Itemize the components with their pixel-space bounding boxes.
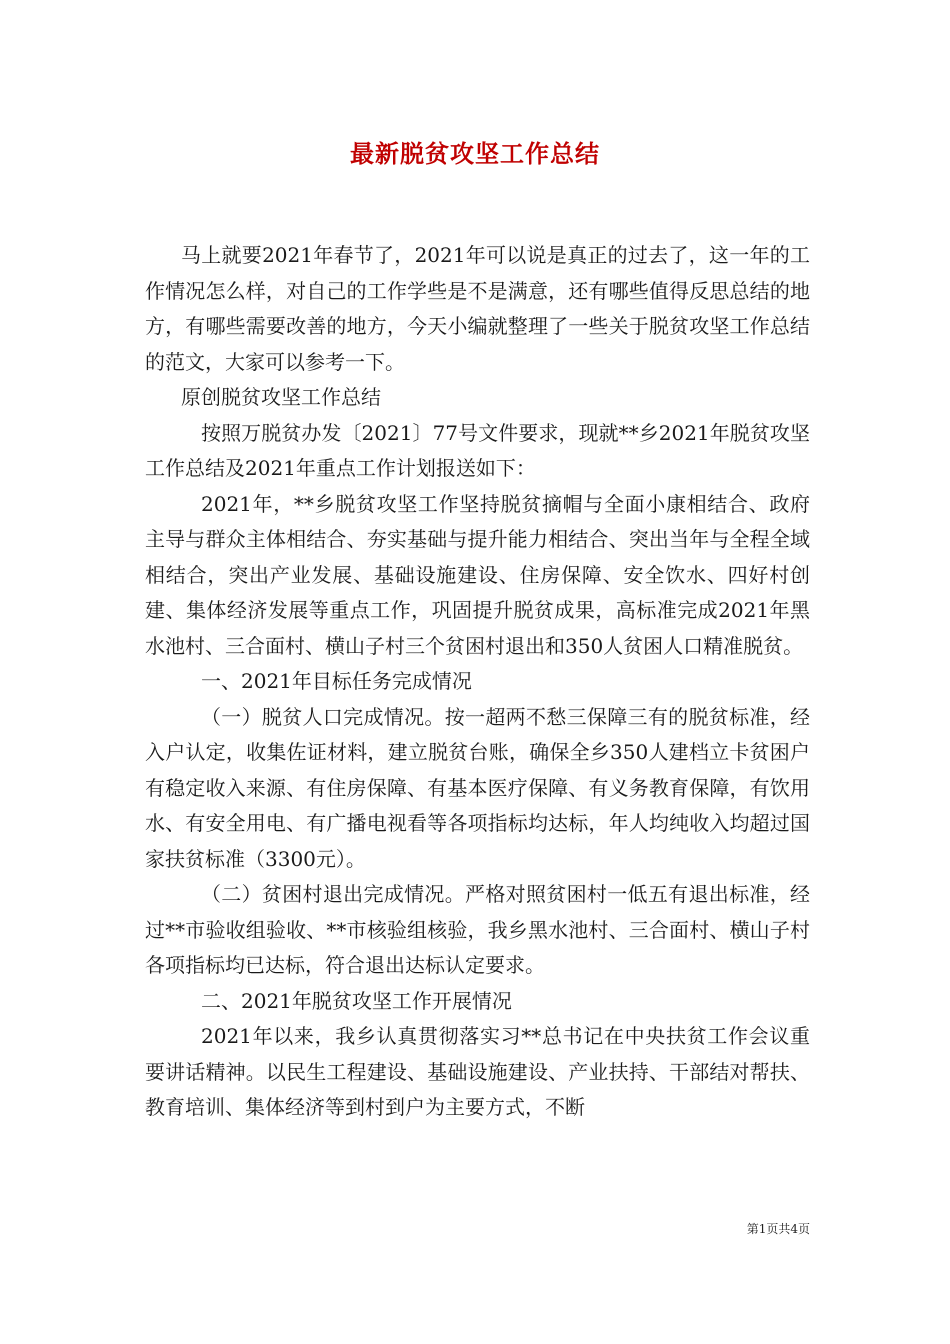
document-body bbox=[145, 238, 810, 1126]
paragraph-section-1-1: （一）脱贫人口完成情况。按一超两不愁三保障三有的脱贫标准，经入户认定，收集佐证材料，建立脱贫台账，确保全乡350人建档立卡贫困户有稳定收入来源、有住房保障、有基本医疗保障、有义务教育保障，有饮用水、有安全用电、有广播电视看等各项指标均达标，年人均纯收入均超过国家扶贫标准（3300元）。 bbox=[145, 704, 810, 871]
paragraph-section-1-2: （二）贫困村退出完成情况。严格对照贫困村一低五有退出标准，经过**市验收组验收、**市核验组核验，我乡黑水池村、三合面村、横山子村各项指标均已达标，符合退出达标认定要求。 bbox=[145, 882, 810, 977]
page-indicator: 第1页共4页 bbox=[746, 1222, 810, 1236]
section-heading-1: 一、2021年目标任务完成情况 bbox=[201, 669, 472, 693]
paragraph-section-2: 2021年以来，我乡认真贯彻落实习**总书记在中央扶贫工作会议重要讲话精神。以民生工程建设、基础设施建设、产业扶持、干部结对帮扶、教育培训、集体经济等到村到户为主要方式，不断 bbox=[145, 1024, 810, 1119]
section-heading-2: 二、2021年脱贫攻坚工作开展情况 bbox=[201, 988, 512, 1013]
paragraph-intro: 马上就要2021年春节了，2021年可以说是真正的过去了，这一年的工作情况怎么样，对自己的工作学些是不是满意，还有哪些值得反思总结的地方，有哪些需要改善的地方，今天小编就整理了一些关于脱贫攻坚工作总结的范文，大家可以参考一下。 bbox=[145, 243, 810, 374]
paragraph-subtitle: 原创脱贫攻坚工作总结 bbox=[181, 385, 381, 409]
document-title: 最新脱贫攻坚工作总结 bbox=[350, 139, 600, 168]
paragraph-summary: 2021年，**乡脱贫攻坚工作坚持脱贫摘帽与全面小康相结合、政府主导与群众主体相结合、夯实基础与提升能力相结合、突出当年与全程全域相结合，突出产业发展、基础设施建设、住房保障、安全饮水、四好村创建、集体经济发展等重点工作，巩固提升脱贫成果，高标准完成2021年黑水池村、三合面村、横山子村三个贫困村退出和350人贫困人口精准脱贫。 bbox=[145, 491, 810, 658]
paragraph-directive: 按照万脱贫办发〔2021〕77号文件要求，现就**乡2021年脱贫攻坚工作总结及2021年重点工作计划报送如下： bbox=[145, 420, 810, 480]
